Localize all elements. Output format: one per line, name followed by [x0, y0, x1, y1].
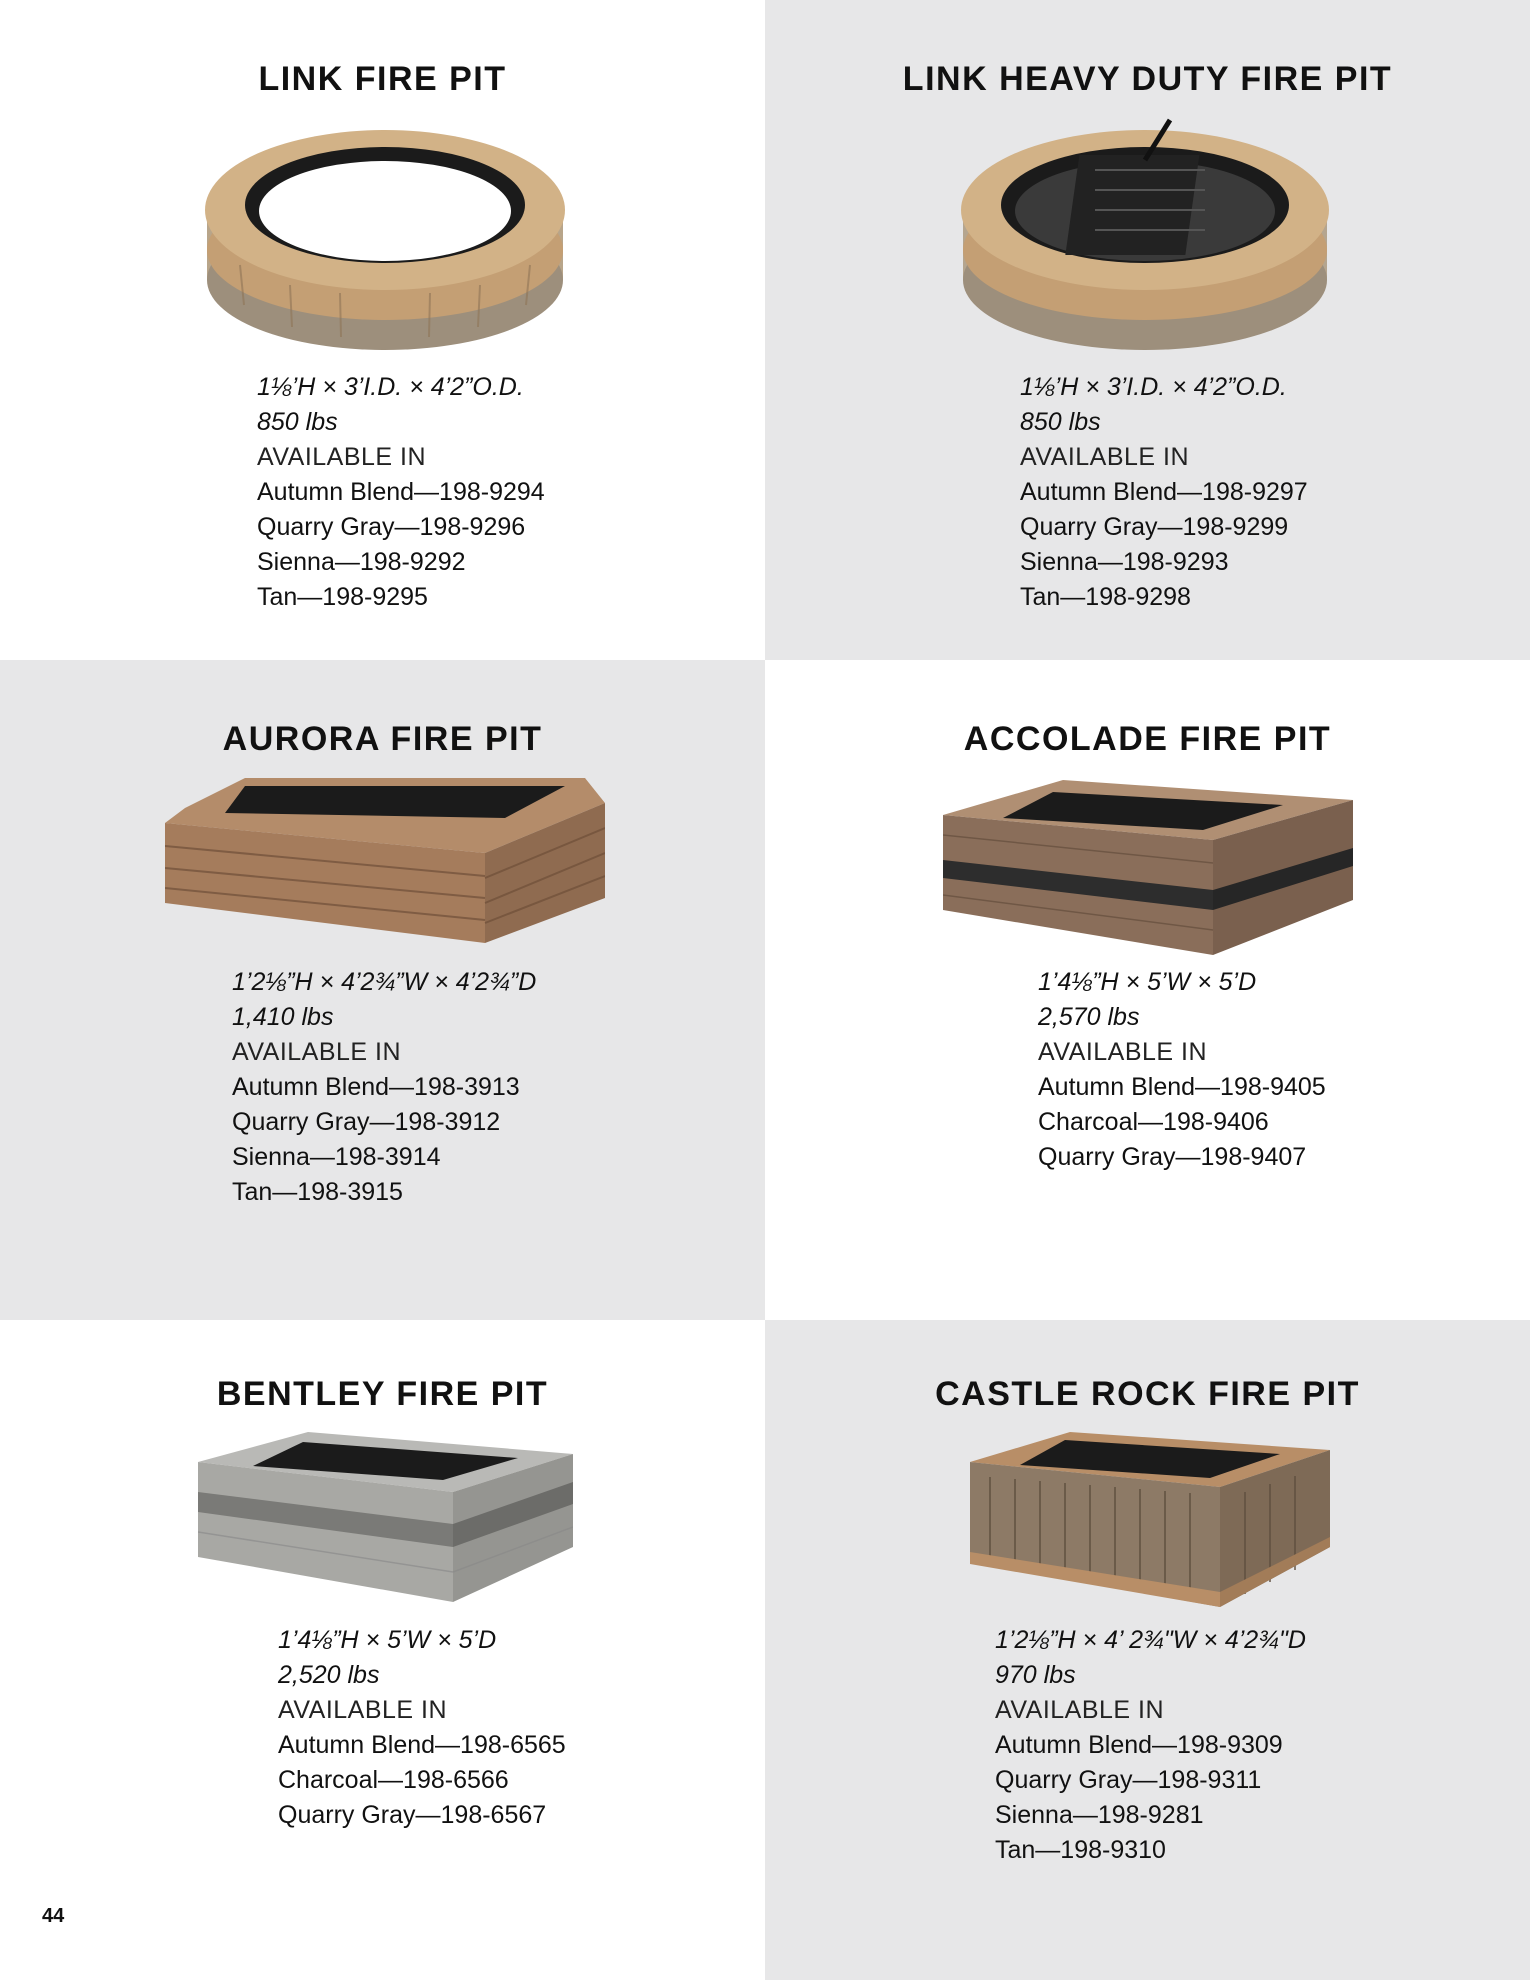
product-card-bentley-fire-pit: [0, 1320, 765, 1980]
color-option: Sienna—198-9292: [257, 548, 466, 576]
product-title: AURORA FIRE PIT: [222, 720, 543, 758]
available-in-label: AVAILABLE IN: [257, 443, 427, 471]
product-specs: [1020, 370, 1308, 615]
link-fire-pit-image: [200, 115, 570, 360]
available-in-label: AVAILABLE IN: [995, 1696, 1165, 1724]
weight: 2,520 lbs: [278, 1661, 380, 1689]
color-option: Sienna—198-3914: [232, 1143, 441, 1171]
available-in-label: AVAILABLE IN: [1020, 443, 1190, 471]
dimensions: 1’4⅛”H × 5’W × 5’D: [278, 1626, 497, 1654]
color-option: Charcoal—198-9406: [1038, 1108, 1269, 1136]
available-in-label: AVAILABLE IN: [278, 1696, 448, 1724]
color-option: Tan—198-9295: [257, 583, 428, 611]
dimensions: 1’4⅛”H × 5’W × 5’D: [1038, 968, 1257, 996]
product-card-aurora-fire-pit: [0, 660, 765, 1320]
product-specs: [995, 1623, 1306, 1868]
color-option: Quarry Gray—198-9299: [1020, 513, 1289, 541]
color-option: Tan—198-9298: [1020, 583, 1191, 611]
color-option: Quarry Gray—198-9407: [1038, 1143, 1307, 1171]
castle-rock-fire-pit-image: [970, 1432, 1330, 1612]
weight: 850 lbs: [257, 408, 338, 436]
product-title: BENTLEY FIRE PIT: [216, 1375, 549, 1413]
color-option: Autumn Blend—198-9297: [1020, 478, 1308, 506]
product-title: CASTLE ROCK FIRE PIT: [935, 1375, 1360, 1413]
available-in-label: AVAILABLE IN: [1038, 1038, 1208, 1066]
product-title: LINK HEAVY DUTY FIRE PIT: [902, 60, 1393, 98]
color-option: Sienna—198-9293: [1020, 548, 1229, 576]
color-option: Sienna—198-9281: [995, 1801, 1204, 1829]
color-option: Charcoal—198-6566: [278, 1766, 509, 1794]
accolade-fire-pit-image: [943, 780, 1353, 960]
color-option: Autumn Blend—198-3913: [232, 1073, 520, 1101]
product-specs: [1038, 965, 1326, 1175]
product-title: LINK FIRE PIT: [258, 60, 507, 98]
product-card-accolade-fire-pit: [765, 660, 1530, 1320]
weight: 970 lbs: [995, 1661, 1076, 1689]
available-in-label: AVAILABLE IN: [232, 1038, 402, 1066]
bentley-fire-pit-image: [198, 1432, 573, 1607]
product-card-castle-rock-fire-pit: [765, 1320, 1530, 1980]
color-option: Autumn Blend—198-6565: [278, 1731, 566, 1759]
product-card-link-heavy-duty-fire-pit: [765, 0, 1530, 660]
color-option: Tan—198-3915: [232, 1178, 403, 1206]
dimensions: 1’2⅛”H × 4’2¾”W × 4’2¾”D: [232, 968, 537, 996]
color-option: Autumn Blend—198-9405: [1038, 1073, 1326, 1101]
dimensions: 1⅛’H × 3’I.D. × 4’2”O.D.: [257, 373, 524, 401]
product-specs: [232, 965, 536, 1210]
weight: 1,410 lbs: [232, 1003, 334, 1031]
color-option: Tan—198-9310: [995, 1836, 1166, 1864]
color-option: Quarry Gray—198-6567: [278, 1801, 547, 1829]
weight: 850 lbs: [1020, 408, 1101, 436]
dimensions: 1⅛’H × 3’I.D. × 4’2”O.D.: [1020, 373, 1287, 401]
color-option: Autumn Blend—198-9294: [257, 478, 545, 506]
product-title: ACCOLADE FIRE PIT: [963, 720, 1332, 758]
product-card-link-fire-pit: [0, 0, 765, 660]
color-option: Quarry Gray—198-9296: [257, 513, 526, 541]
aurora-fire-pit-image: [165, 778, 605, 948]
link-heavy-duty-fire-pit-image: [955, 115, 1335, 360]
product-specs: [278, 1623, 566, 1833]
dimensions: 1’2⅛”H × 4’ 2¾"W × 4’2¾"D: [995, 1626, 1306, 1654]
page-number: 44: [42, 1905, 65, 1927]
color-option: Autumn Blend—198-9309: [995, 1731, 1283, 1759]
color-option: Quarry Gray—198-3912: [232, 1108, 501, 1136]
color-option: Quarry Gray—198-9311: [995, 1766, 1262, 1794]
weight: 2,570 lbs: [1038, 1003, 1140, 1031]
product-specs: [257, 370, 545, 615]
